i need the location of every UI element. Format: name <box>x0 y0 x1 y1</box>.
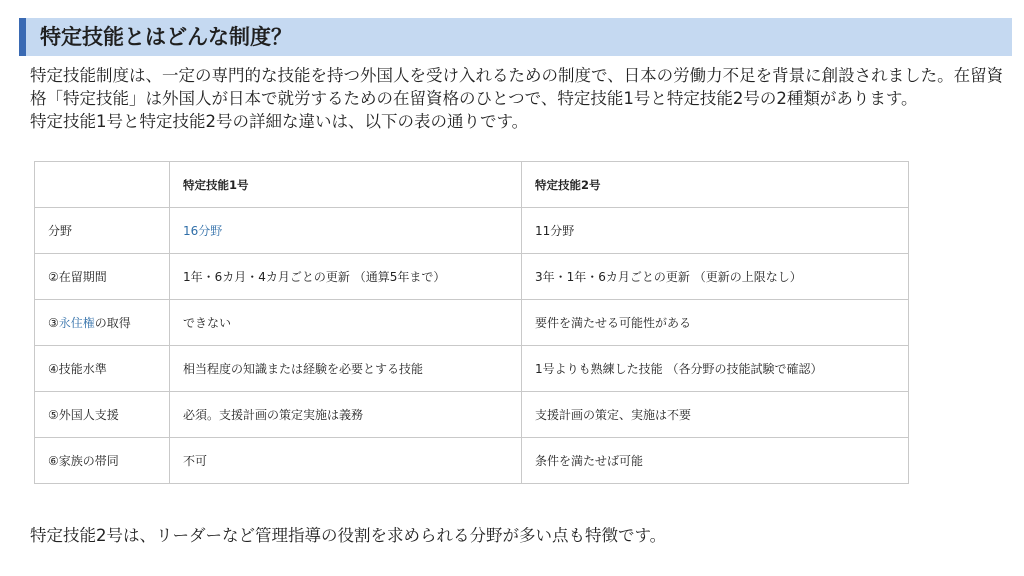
row-value-type1: 不可 <box>170 438 522 484</box>
header-type2: 特定技能2号 <box>522 162 909 208</box>
row-label: ②在留期間 <box>35 254 170 300</box>
row-value-type1: 相当程度の知識または経験を必要とする技能 <box>170 346 522 392</box>
section-title-bar <box>19 18 1012 56</box>
table-row <box>35 208 909 254</box>
intro-text <box>30 64 1005 133</box>
table-row <box>35 254 909 300</box>
row-label-prefix: ③ <box>48 316 59 330</box>
table-row <box>35 300 909 346</box>
row-label-suffix: の取得 <box>94 316 131 330</box>
page-title: 特定技能とはどんな制度？ <box>40 25 292 49</box>
row-value-type2: 要件を満たせる可能性がある <box>522 300 909 346</box>
row-value-type1: できない <box>170 300 522 346</box>
row-value-type2: 11分野 <box>522 208 909 254</box>
row-label <box>35 300 170 346</box>
row-value-type2: 1号よりも熟練した技能 （各分野の技能試験で確認） <box>522 346 909 392</box>
row-value-type2: 3年・1年・6カ月ごとの更新 （更新の上限なし） <box>522 254 909 300</box>
header-type1: 特定技能1号 <box>170 162 522 208</box>
table-corner-cell <box>35 162 170 208</box>
row-label: 分野 <box>35 208 170 254</box>
table-row <box>35 438 909 484</box>
row-value-type2: 支援計画の策定、実施は不要 <box>522 392 909 438</box>
table-header-row <box>35 162 909 208</box>
row-value-type1: 必須。支援計画の策定実施は義務 <box>170 392 522 438</box>
row-label: ⑥家族の帯同 <box>35 438 170 484</box>
table-row <box>35 392 909 438</box>
intro-paragraph-2: 特定技能1号と特定技能2号の詳細な違いは、以下の表の通りです。 <box>30 112 529 131</box>
comparison-table <box>34 161 909 484</box>
table-row <box>35 346 909 392</box>
row-value-type1: 1年・6カ月・4カ月ごとの更新 （通算5年まで） <box>170 254 522 300</box>
intro-paragraph-1: 特定技能制度は、一定の専門的な技能を持つ外国人を受け入れるための制度で、日本の労働力不足を背景に創設されました。在留資格「特定技能」は外国人が日本で就労するための在留資格のひとつで、特定技能1号と特定技能2号の2種類があります。 <box>30 66 1004 108</box>
row-value-type1 <box>170 208 522 254</box>
permanent-residency-link[interactable]: 永住権 <box>58 316 95 330</box>
row-label: ⑤外国人支援 <box>35 392 170 438</box>
row-label: ④技能水準 <box>35 346 170 392</box>
field-count-link[interactable]: 16分野 <box>183 224 223 238</box>
row-value-type2: 条件を満たせば可能 <box>522 438 909 484</box>
footer-note: 特定技能2号は、リーダーなど管理指導の役割を求められる分野が多い点も特徴です。 <box>30 526 667 545</box>
